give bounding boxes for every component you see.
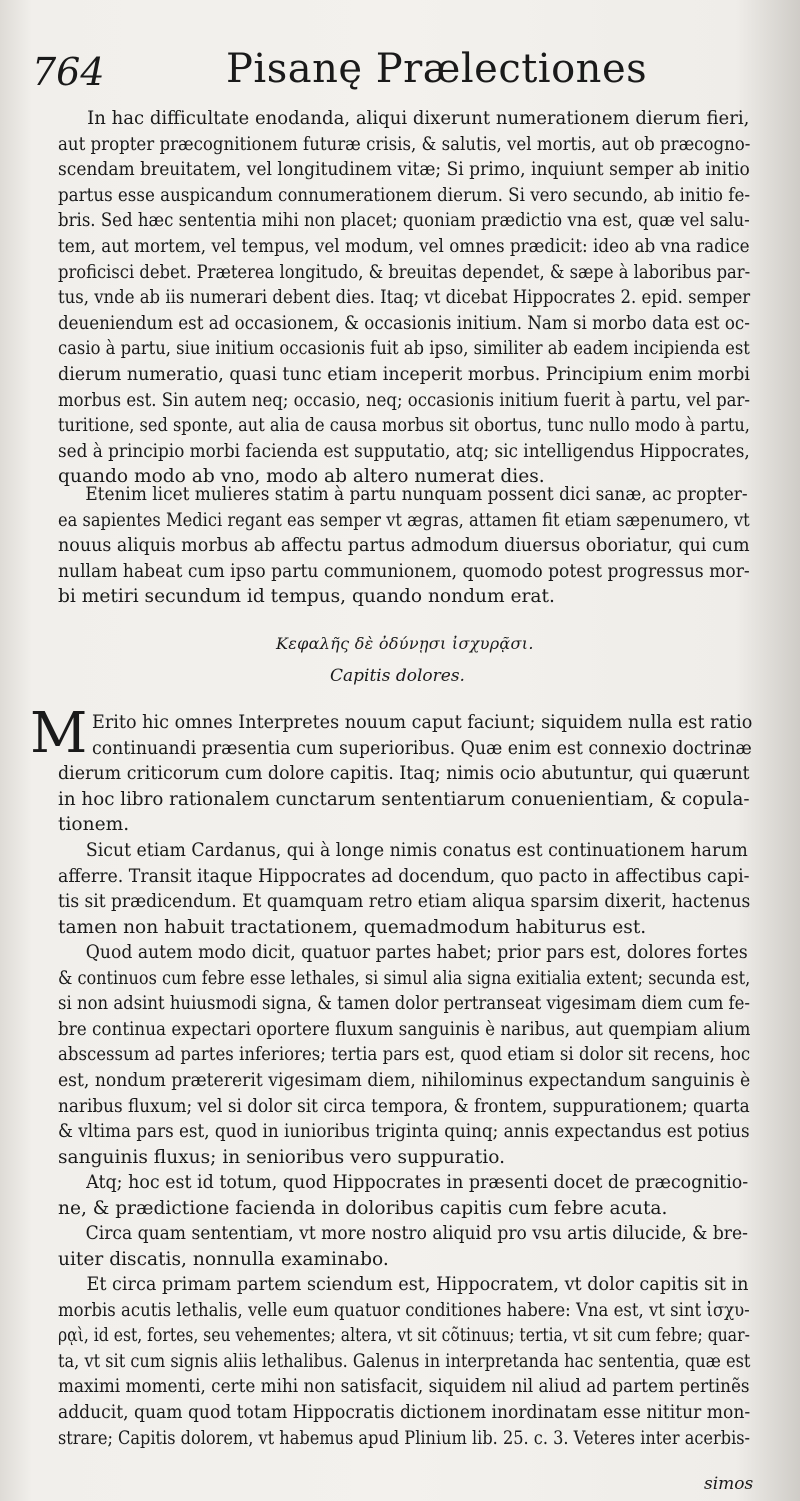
paragraph-6: [58, 1170, 750, 1221]
text-line: casio à partu, siue initium occasionis fuit ab ipso, similiter ab eadem incipienda est: [58, 338, 750, 360]
text-line: bi metiri secundum id tempus, quando nondum erat.: [58, 586, 555, 608]
catchword: simos: [704, 1474, 754, 1494]
text-line: tamen non habuit tractationem, quemadmodum habiturus est.: [58, 916, 647, 938]
text-line: adducit, quam quod totam Hippocratis dictionem inordinatam esse nititur mon-: [58, 1401, 751, 1423]
section-heading: Capitis dolores.: [330, 666, 465, 686]
paragraph-5: [58, 940, 750, 1170]
text-line: & vltima pars est, quod in iunioribus triginta quinq; annis expectandus est potius: [58, 1121, 750, 1143]
text-line: afferre. Transit itaque Hippocrates ad docendum, quo pacto in affectibus capi-: [58, 865, 750, 887]
text-line: In hac difficultate enodanda, aliqui dixerunt numerationem dierum fieri,: [87, 108, 750, 129]
text-line: morbus est. Sin autem neq; occasio, neq; occasionis initium fuerit à partu, vel par-: [58, 389, 750, 411]
text-line: Etenim licet mulieres statim à partu nunquam possent dici sanæ, ac propter-: [85, 484, 748, 505]
text-line: tionem.: [58, 814, 130, 836]
text-line: & continuos cum febre esse lethales, si simul alia signa exitialia extent; secunda est,: [58, 967, 751, 989]
paragraph-4: [58, 838, 750, 940]
text-line: proficisci debet. Præterea longitudo, & breuitas dependet, & sæpe à laboribus par-: [58, 261, 751, 283]
text-line: dierum criticorum cum dolore capitis. Itaq; nimis ocio abutuntur, qui quærunt: [58, 763, 750, 784]
text-line: dierum numeratio, quasi tunc etiam inceperit morbus. Principium enim morbi: [58, 363, 750, 385]
text-line: Erito hic omnes Interpretes nouum caput faciunt; siquidem nulla est ratio: [92, 712, 753, 733]
text-line: in hoc libro rationalem cunctarum sententiarum conuenientiam, & copula-: [58, 788, 750, 810]
text-line: scendam breuitatem, vel longitudinem vitæ; Si primo, inquiunt semper ab initio: [58, 159, 750, 181]
text-line: tus, vnde ab iis numerari debent dies. Itaq; vt dicebat Hippocrates 2. epid. semper: [58, 287, 751, 309]
text-line: ta, vt sit cum signis aliis lethalibus. Galenus in interpretanda hac sententia, quæ est: [58, 1350, 751, 1372]
text-line: nouus aliquis morbus ab affectu partus admodum diuersus oboriatur, qui cum: [58, 535, 750, 557]
text-line: turitione, sed sponte, aut alia de causa morbus sit obortus, tunc nullo modo à partu,: [58, 415, 750, 437]
text-line: Et circa primam partem sciendum est, Hippocratem, vt dolor capitis sit in: [86, 1274, 749, 1295]
text-line: maximi momenti, certe mihi non satisfacit, siquidem nil aliud ad partem pertinẽs: [58, 1376, 750, 1398]
text-line: deueniendum est ad occasionem, & occasionis initium. Nam si morbo data est oc-: [58, 312, 750, 334]
text-line: Quod autem modo dicit, quatuor partes habet; prior pars est, dolores fortes: [85, 942, 748, 963]
text-line: continuandi præsentia cum superioribus. Quæ enim est connexio doctrinæ: [92, 737, 752, 759]
text-line: ea sapientes Medici regant eas semper vt ægras, attamen fit etiam sæpenumero, vt: [58, 509, 750, 531]
greek-lemma: Κεφαλῆς δὲ ὀδύνῃσι ἰσχυρᾷσι.: [276, 634, 534, 653]
text-line: tem, aut mortem, vel tempus, vel modum, vel omnes prædicit: ideo ab vna radice: [58, 235, 750, 257]
text-line: tis sit prædicendum. Et quamquam retro etiam aliqua sparsim dixerit, hactenus: [58, 891, 751, 913]
text-line: Circa quam sententiam, vt more nostro aliquid pro vsu artis dilucide, & bre-: [85, 1223, 748, 1244]
text-line: bre continua expectari oportere fluxum sanguinis è naribus, aut quempiam alium: [58, 1018, 751, 1040]
text-line: naribus fluxum; vel si dolor sit circa tempora, & frontem, suppurationem; quarta: [58, 1095, 750, 1117]
drop-cap: M: [30, 701, 88, 766]
running-title: Pisanę Prælectiones: [226, 46, 648, 92]
text-line: sanguinis fluxus; in senioribus vero suppuratio.: [58, 1146, 505, 1168]
text-line: aut propter præcognitionem futuræ crisis, & salutis, vel mortis, aut ob præcogno-: [58, 133, 751, 155]
text-line: abscessum ad partes inferiores; tertia pars est, quod etiam si dolor sit recens, hoc: [58, 1044, 751, 1066]
text-line: morbis acutis lethalis, velle eum quatuor conditiones habere: Vna est, vt sint ἰσχυ-: [58, 1299, 750, 1321]
paragraph-2: [58, 482, 750, 610]
text-line: sed à principio morbi facienda est supputatio, atq; sic intelligendus Hippocrates,: [58, 440, 750, 462]
paragraph-8: [58, 1272, 750, 1451]
text-line: uiter discatis, nonnulla examinabo.: [58, 1248, 389, 1270]
text-line: Sicut etiam Cardanus, qui à longe nimis conatus est continuationem harum: [85, 840, 748, 861]
page-number: 764: [32, 50, 105, 94]
paragraph-7: [58, 1221, 750, 1272]
text-line: est, nondum prætererit vigesimam diem, nihilominus expectandum sanguinis è: [58, 1069, 751, 1091]
paragraph-3: [58, 761, 750, 838]
text-line: ne, & prædictione facienda in doloribus capitis cum febre acuta.: [58, 1197, 668, 1219]
text-line: quando modo ab vno, modo ab altero numerat dies.: [58, 466, 545, 488]
paragraph-3-capped: [92, 710, 752, 761]
paragraph-1: [58, 106, 750, 490]
text-line: strare; Capitis dolorem, vt habemus apud Plinium lib. 25. c. 3. Veteres inter acerbis-: [58, 1427, 750, 1449]
text-line: si non adsint huiusmodi signa, & tamen dolor pertranseat vigesimam diem cum fe-: [58, 993, 750, 1015]
text-line: partus esse auspicandum connumerationem dierum. Si vero secundo, ab initio fe-: [58, 184, 750, 206]
text-line: Atq; hoc est id totum, quod Hippocrates in præsenti docet de præcognitio-: [86, 1172, 749, 1193]
text-line: ρᾳὶ, id est, fortes, seu vehementes; altera, vt sit cõtinuus; tertia, vt sit cum febre; quar-: [58, 1325, 750, 1347]
text-line: bris. Sed hæc sententia mihi non placet; quoniam prædictio vna est, quæ vel salu-: [58, 210, 750, 232]
text-line: nullam habeat cum ipso partu communionem, quomodo potest progressus mor-: [58, 560, 750, 582]
